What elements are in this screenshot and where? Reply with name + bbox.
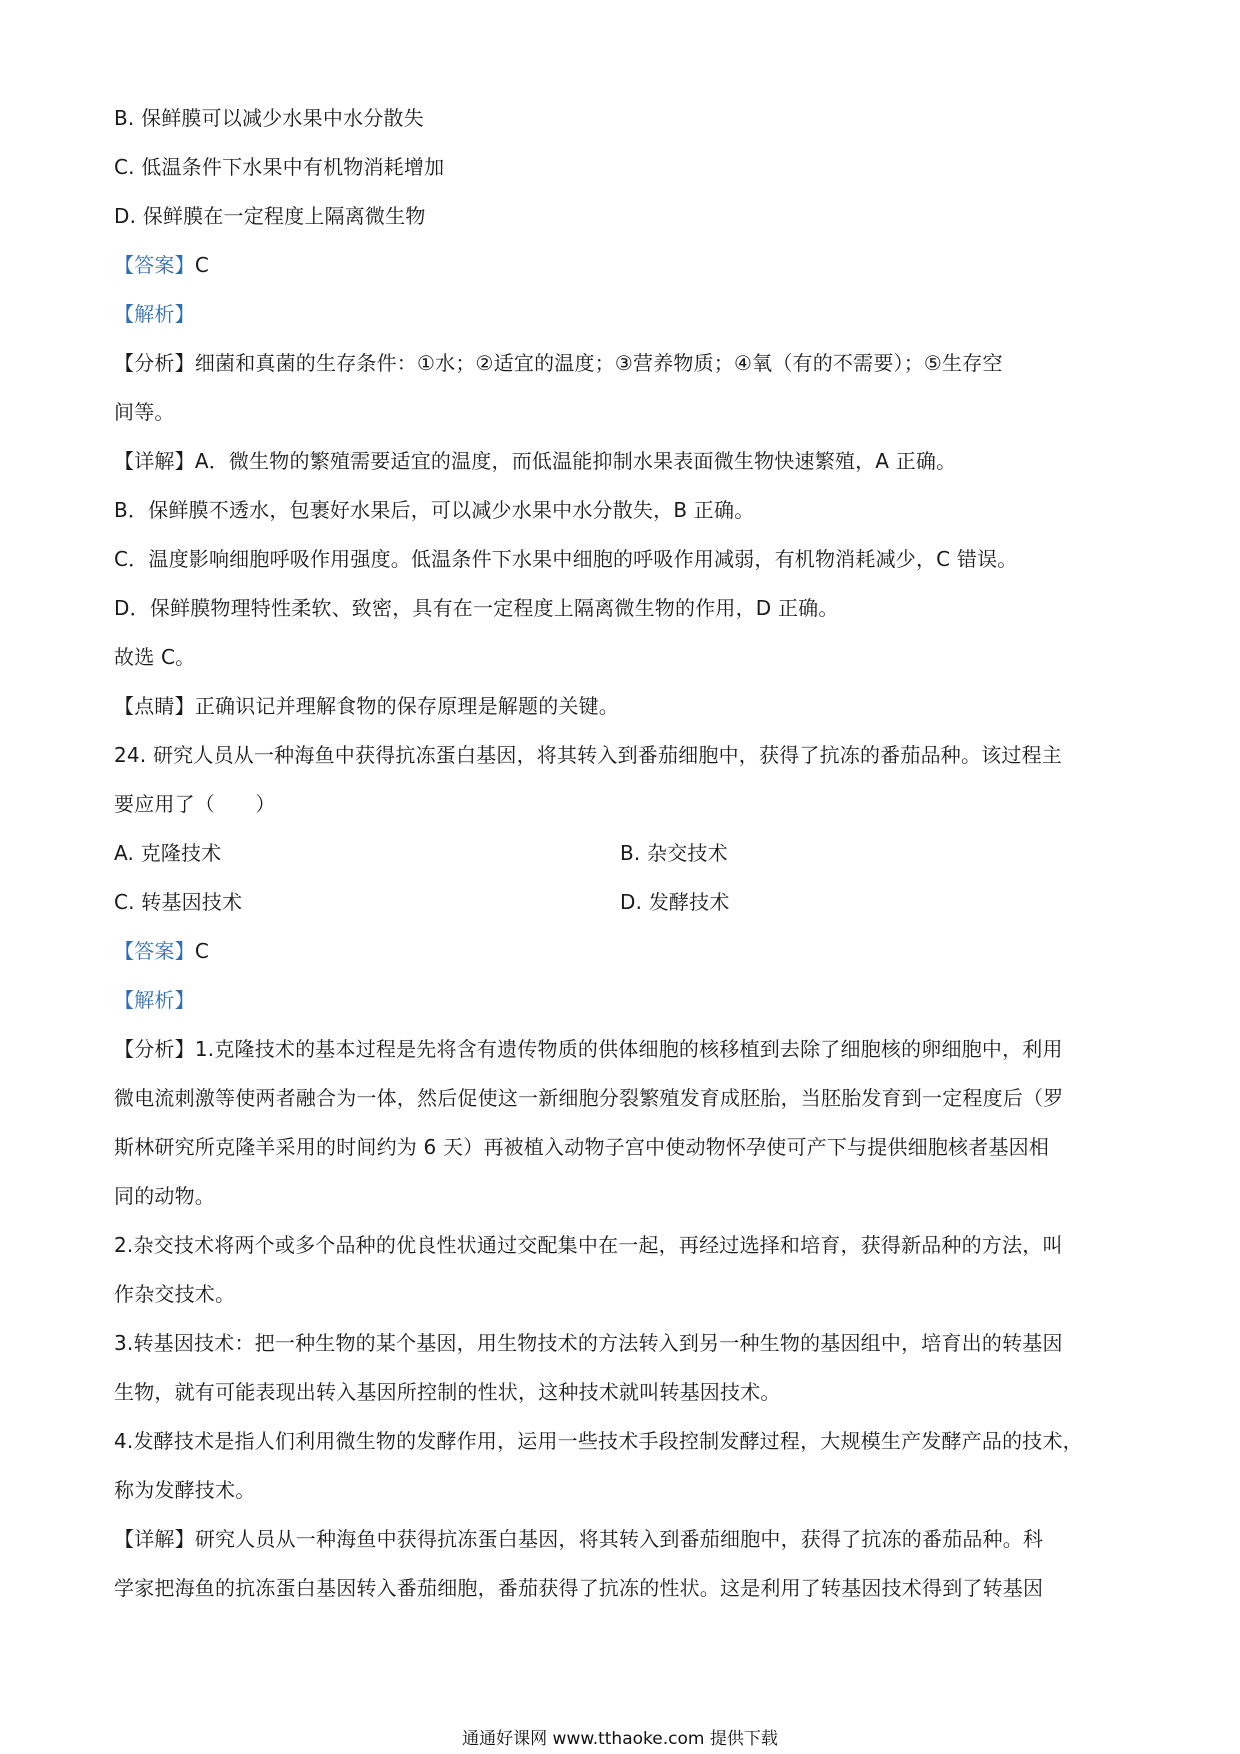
q24-point3-cont: 生物，就有可能表现出转入基因所控制的性状，这种技术就叫转基因技术。	[114, 1380, 781, 1404]
page-footer: 通通好课网 www.tthaoke.com 提供下载	[462, 1729, 778, 1749]
conclusion: 故选 C。	[114, 645, 196, 669]
dianjing-text: 正确识记并理解食物的保存原理是解题的关键。	[194, 694, 620, 718]
xiangjie-row	[114, 446, 1134, 476]
answer-row	[114, 250, 1134, 280]
q24-xiangjie-label: 【详解】	[114, 1527, 195, 1551]
fenxi-label: 【分析】	[114, 351, 195, 375]
q24-fenxi-line: 斯林研究所克隆羊采用的时间约为 6 天）再被植入动物子宫中使动物怀孕使可产下与提供细胞核者基因相	[114, 1135, 1050, 1159]
q24-stem: 24. 研究人员从一种海鱼中获得抗冻蛋白基因，将其转入到番茄细胞中，获得了抗冻的番茄品种。该过程主	[114, 743, 1062, 767]
xiangjie-c: C．温度影响细胞呼吸作用强度。低温条件下水果中细胞的呼吸作用减弱，有机物消耗减少，C 错误。	[114, 547, 1018, 571]
option-c: C. 低温条件下水果中有机物消耗增加	[114, 155, 445, 179]
q24-xiangjie-row	[114, 1524, 1134, 1554]
xiangjie-a: A．微生物的繁殖需要适宜的温度，而低温能抑制水果表面微生物快速繁殖，A 正确。	[194, 449, 957, 473]
q24-xiangjie-text: 研究人员从一种海鱼中获得抗冻蛋白基因，将其转入到番茄细胞中，获得了抗冻的番茄品种。科	[194, 1527, 1044, 1551]
q24-answer-label: 【答案】	[114, 939, 195, 963]
dianjing-label: 【点睛】	[114, 694, 195, 718]
q24-answer-value: C	[194, 939, 209, 963]
answer-value: C	[194, 253, 209, 277]
q24-xiangjie-cont: 学家把海鱼的抗冻蛋白基因转入番茄细胞，番茄获得了抗冻的性状。这是利用了转基因技术得到了转基因	[114, 1576, 1044, 1600]
q24-point3: 3.转基因技术：把一种生物的某个基因，用生物技术的方法转入到另一种生物的基因组中，培育出的转基因	[114, 1331, 1063, 1355]
xiangjie-label: 【详解】	[114, 449, 195, 473]
answer-label: 【答案】	[114, 253, 195, 277]
xiangjie-d: D．保鲜膜物理特性柔软、致密，具有在一定程度上隔离微生物的作用，D 正确。	[114, 596, 839, 620]
q24-analysis-label: 【解析】	[114, 988, 195, 1012]
dianjing-row	[114, 691, 1134, 721]
q24-option-d: D. 发酵技术	[620, 890, 730, 914]
q24-fenxi-label: 【分析】	[114, 1037, 195, 1061]
q24-fenxi-line: 同的动物。	[114, 1184, 215, 1208]
option-d: D. 保鲜膜在一定程度上隔离微生物	[114, 204, 426, 228]
q24-answer-row	[114, 936, 1134, 966]
q24-option-a: A. 克隆技术	[114, 841, 222, 865]
q24-option-b: B. 杂交技术	[620, 841, 728, 865]
q24-point2: 2.杂交技术将两个或多个品种的优良性状通过交配集中在一起，再经过选择和培育，获得新品种的方法，叫	[114, 1233, 1063, 1257]
q24-option-c: C. 转基因技术	[114, 890, 243, 914]
q24-point4-cont: 称为发酵技术。	[114, 1478, 256, 1502]
q24-fenxi-line: 微电流刺激等使两者融合为一体，然后促使这一新细胞分裂繁殖发育成胚胎，当胚胎发育到一定程度后（罗	[114, 1086, 1064, 1110]
q24-stem-cont: 要应用了（ ）	[114, 792, 276, 816]
q24-fenxi-text: 1.克隆技术的基本过程是先将含有遗传物质的供体细胞的核移植到去除了细胞核的卵细胞中，利用	[194, 1037, 1063, 1061]
fenxi-row	[114, 348, 1134, 378]
xiangjie-b: B．保鲜膜不透水，包裹好水果后，可以减少水果中水分散失，B 正确。	[114, 498, 755, 522]
q24-point2-cont: 作杂交技术。	[114, 1282, 236, 1306]
fenxi-text-cont: 间等。	[114, 400, 175, 424]
q24-fenxi-row	[114, 1034, 1134, 1064]
fenxi-text: 细菌和真菌的生存条件：①水；②适宜的温度；③营养物质；④氧（有的不需要）；⑤生存空	[194, 351, 1003, 375]
analysis-label: 【解析】	[114, 302, 195, 326]
q24-point4: 4.发酵技术是指人们利用微生物的发酵作用，运用一些技术手段控制发酵过程，大规模生产发酵产品的技术，	[114, 1429, 1083, 1453]
option-b: B. 保鲜膜可以减少水果中水分散失	[114, 106, 424, 130]
